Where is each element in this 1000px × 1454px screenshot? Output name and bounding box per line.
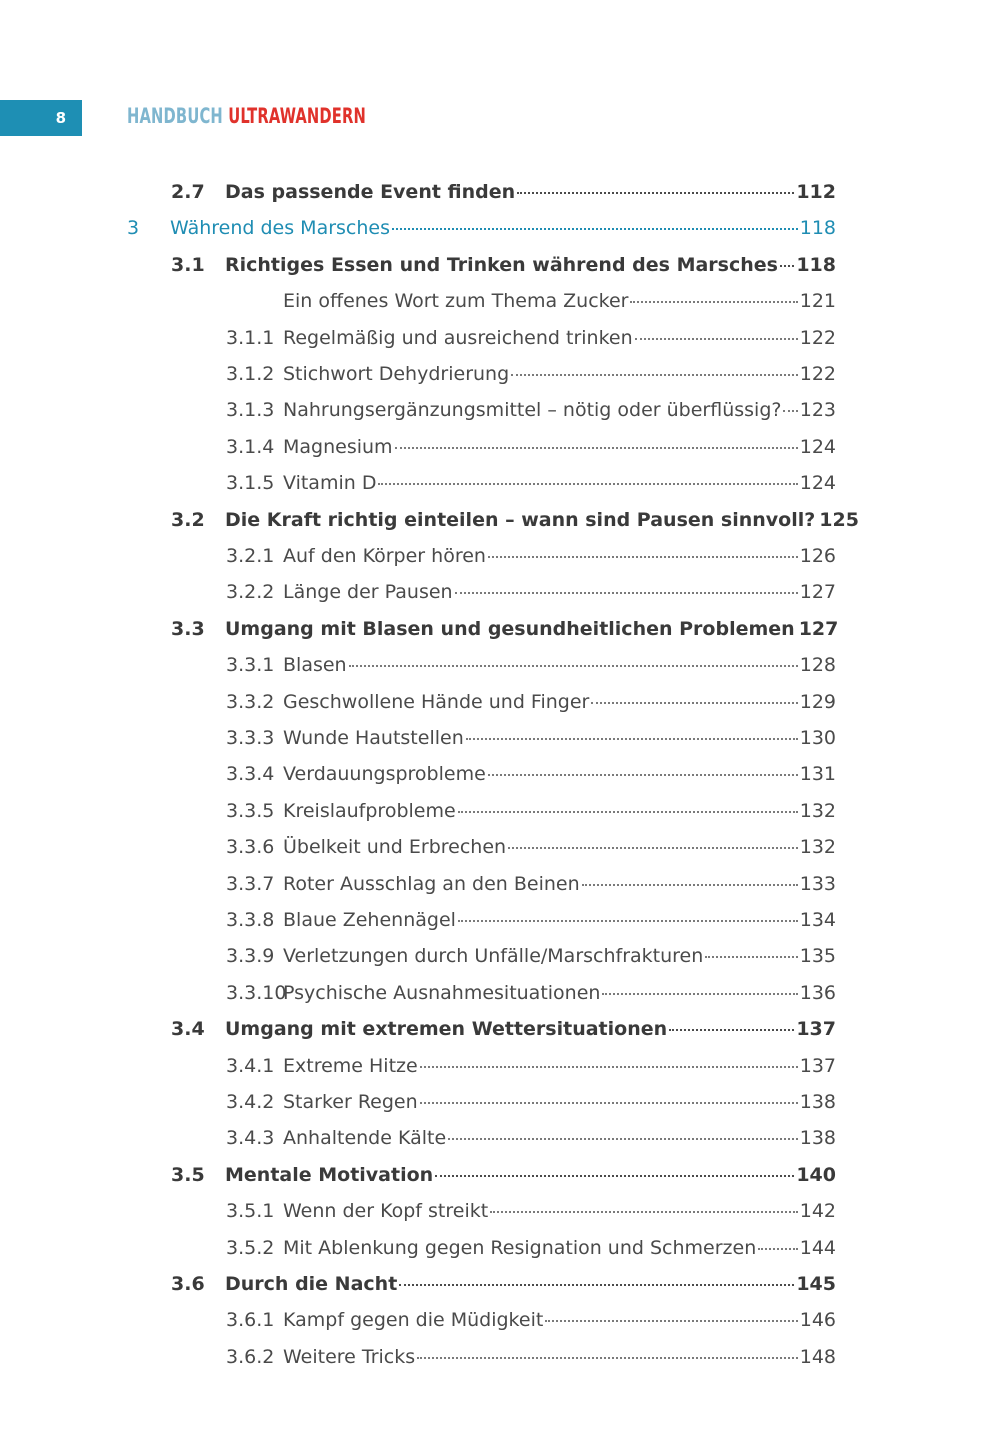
toc-entry[interactable] [0,574,1000,610]
toc-entry-number: 3.2.2 [226,581,275,604]
dot-leader [378,483,797,485]
dot-leader [420,1066,798,1068]
toc-entry[interactable] [0,938,1000,974]
dot-leader [349,665,798,667]
dot-leader [392,228,798,230]
toc-entry-number: 3.6.1 [226,1309,275,1332]
toc-entry[interactable] [0,1120,1000,1156]
dot-leader [490,1211,798,1213]
toc-entry-number: 3.1.2 [226,363,275,385]
toc-entry[interactable] [0,756,1000,792]
dot-leader [395,447,798,449]
toc-entry[interactable] [0,647,1000,683]
dot-leader [669,1029,794,1031]
toc-entry-page: 137 [799,1054,836,1077]
toc-entry[interactable] [0,1302,1000,1338]
toc-entry-page: 138 [799,1091,836,1113]
toc-entry-page: 126 [799,545,836,567]
dot-leader [488,556,798,558]
toc-entry-title: Anhaltende Kälte [283,1127,447,1150]
toc-entry[interactable] [0,902,1000,938]
toc-entry-number: 3.3.10 [226,981,287,1004]
dot-leader [758,1248,797,1250]
toc-entry-title: Umgang mit extremen Wettersituationen [225,1018,668,1041]
toc-entry-title: Wunde Hautstellen [283,727,464,749]
toc-entry-title: Kampf gegen die Müdigkeit [283,1309,544,1332]
toc-entry-title: Verletzungen durch Unfälle/Marschfrakturen [283,945,704,968]
dot-leader [511,374,798,376]
toc-entry[interactable] [0,1230,1000,1266]
toc-entry-page: 142 [799,1200,836,1223]
toc-entry-page: 131 [799,763,836,786]
toc-entry-page: 118 [796,253,836,276]
toc-entry-number: 3.3.3 [226,727,275,749]
toc-entry-title: Blasen [283,654,347,677]
toc-entry[interactable] [0,392,1000,428]
toc-entry[interactable] [0,174,1000,210]
toc-entry[interactable] [0,1157,1000,1193]
toc-entry[interactable] [0,975,1000,1011]
dot-leader [508,847,798,849]
toc-entry[interactable] [0,1339,1000,1375]
toc-entry-page: 124 [799,472,836,495]
dot-leader [420,1102,798,1104]
toc-entry-page: 123 [799,399,836,422]
toc-entry-number: 3.3.5 [226,799,275,822]
toc-entry-title: Regelmäßig und ausreichend trinken [283,326,633,349]
dot-leader [466,738,798,740]
toc-entry-page: 146 [799,1309,836,1332]
dot-leader [780,265,794,267]
page-number: 8 [55,109,66,127]
toc-entry-title: Auf den Körper hören [283,545,486,567]
dot-leader [635,338,798,340]
toc-entry-title: Nahrungsergänzungsmittel – nötig oder überflüssig? [283,399,782,422]
toc-entry-page: 145 [796,1273,836,1295]
toc-entry-number: 3.4.3 [226,1127,275,1150]
toc-entry[interactable] [0,1084,1000,1120]
toc-entry-title: Übelkeit und Erbrechen [283,836,507,859]
toc-entry-title: Während des Marsches [170,217,390,240]
dot-leader [458,920,798,922]
toc-entry-page: 125 [819,508,859,531]
toc-entry-title: Das passende Event finden [225,181,516,203]
book-title-part2: ULTRAWANDERN [228,104,367,128]
toc-entry[interactable] [0,866,1000,902]
toc-entry[interactable] [0,684,1000,720]
toc-entry-page: 130 [799,727,836,749]
toc-entry-number: 3.3.8 [226,909,275,931]
toc-entry-number: 3.3.4 [226,763,275,786]
toc-entry-number: 3.3.1 [226,654,275,677]
toc-entry-number: 2.7 [171,181,205,203]
dot-leader [517,192,794,194]
toc-entry-title: Kreislaufprobleme [283,799,456,822]
toc-entry[interactable] [0,720,1000,756]
toc-entry-page: 122 [799,326,836,349]
toc-entry-number: 3.6 [171,1273,205,1295]
toc-entry-title: Roter Ausschlag an den Beinen [283,872,580,895]
toc-entry-title: Mentale Motivation [225,1163,434,1186]
toc-entry-title: Starker Regen [283,1091,418,1113]
toc-entry-page: 137 [796,1018,836,1041]
book-title-part1: HANDBUCH [127,104,223,128]
dot-leader [582,884,798,886]
toc-entry[interactable] [0,829,1000,865]
book-title [127,104,366,128]
toc-entry-number: 3.3.7 [226,872,275,895]
toc-entry-title: Die Kraft richtig einteilen – wann sind Pausen sinnvoll? [225,508,816,531]
toc-entry-page: 121 [799,290,836,313]
toc-entry-page: 132 [799,799,836,822]
toc-entry-number: 3.3.6 [226,836,275,859]
toc-entry-page: 133 [799,872,836,895]
toc-entry-title: Blaue Zehennägel [283,909,456,931]
toc-entry-number: 3.3 [171,617,205,640]
toc-entry-number: 3.4.1 [226,1054,275,1077]
toc-entry[interactable] [0,538,1000,574]
toc-entry-number: 3.1.4 [226,435,275,458]
toc-entry-title: Vitamin D [283,472,377,495]
toc-entry-number: 3.2.1 [226,545,275,567]
toc-entry-number: 3.1.1 [226,326,275,349]
toc-entry-number: 3.6.2 [226,1345,275,1368]
toc-entry[interactable] [0,320,1000,356]
toc-entry-title: Weitere Tricks [283,1345,416,1368]
toc-entry-number: 3.5.2 [226,1236,275,1259]
toc-entry[interactable] [0,502,1000,538]
toc-entry[interactable] [0,283,1000,319]
toc-entry-title: Richtiges Essen und Trinken während des Marsches [225,253,778,276]
dot-leader [488,774,798,776]
toc-entry-number: 3.4 [171,1018,205,1041]
toc-entry-page: 118 [799,217,836,240]
toc-entry-title: Länge der Pausen [283,581,453,604]
toc-entry-page: 135 [799,945,836,968]
dot-leader [602,993,797,995]
toc-entry-page: 140 [796,1163,836,1186]
dot-leader [435,1175,794,1177]
toc-entry-title: Verdauungsprobleme [283,763,486,786]
toc-entry-number: 3.5.1 [226,1200,275,1223]
dot-leader [458,811,798,813]
toc-entry-page: 128 [799,654,836,677]
toc-entry-number: 3.4.2 [226,1091,275,1113]
toc-entry[interactable] [0,1048,1000,1084]
toc-entry[interactable] [0,247,1000,283]
dot-leader [545,1320,797,1322]
toc-entry[interactable] [0,210,1000,246]
toc-entry-page: 124 [799,435,836,458]
toc-entry-page: 138 [799,1127,836,1150]
toc-entry[interactable] [0,611,1000,647]
dot-leader [783,410,797,412]
toc-entry-page: 144 [799,1236,836,1259]
toc-entry-number: 3.3.2 [226,690,275,713]
toc-entry-number: 3 [127,217,140,240]
toc-entry-page: 132 [799,836,836,859]
toc-entry-number: 3.1.3 [226,399,275,422]
toc-entry-page: 127 [799,581,836,604]
toc-entry-page: 134 [799,909,836,931]
toc-entry-page: 136 [799,981,836,1004]
toc-entry-title: Stichwort Dehydrierung [283,363,510,385]
toc-entry[interactable] [0,1011,1000,1047]
toc-entry-page: 148 [799,1345,836,1368]
toc-entry-title: Ein offenes Wort zum Thema Zucker [283,290,629,313]
toc-entry-title: Psychische Ausnahmesituationen [283,981,601,1004]
page-number-tab [0,100,82,136]
toc-entry[interactable] [0,429,1000,465]
toc-entry[interactable] [0,1266,1000,1302]
dot-leader [705,956,797,958]
toc-entry[interactable] [0,465,1000,501]
dot-leader [591,702,797,704]
toc-entry-title: Wenn der Kopf streikt [283,1200,489,1223]
toc-entry-number: 3.2 [171,508,205,531]
toc-entry-page: 122 [799,363,836,385]
toc-entry-title: Durch die Nacht [225,1273,398,1295]
toc-entry-title: Extreme Hitze [283,1054,418,1077]
dot-leader [448,1138,798,1140]
toc-entry-title: Umgang mit Blasen und gesundheitlichen Problemen [225,617,795,640]
toc-entry-page: 112 [796,181,836,203]
toc-entry[interactable] [0,793,1000,829]
toc-entry-number: 3.5 [171,1163,205,1186]
dot-leader [630,301,797,303]
toc-entry[interactable] [0,356,1000,392]
toc-entry-title: Magnesium [283,435,393,458]
toc-entry-number: 3.1 [171,253,205,276]
toc-entry-title: Geschwollene Hände und Finger [283,690,590,713]
toc-entry-title: Mit Ablenkung gegen Resignation und Schmerzen [283,1236,757,1259]
dot-leader [399,1284,794,1286]
dot-leader [455,592,798,594]
toc-entry-page: 129 [799,690,836,713]
dot-leader [417,1357,798,1359]
toc-entry-number: 3.1.5 [226,472,275,495]
toc-entry-number: 3.3.9 [226,945,275,968]
toc-entry-page: 127 [798,617,839,640]
toc-entry[interactable] [0,1193,1000,1229]
